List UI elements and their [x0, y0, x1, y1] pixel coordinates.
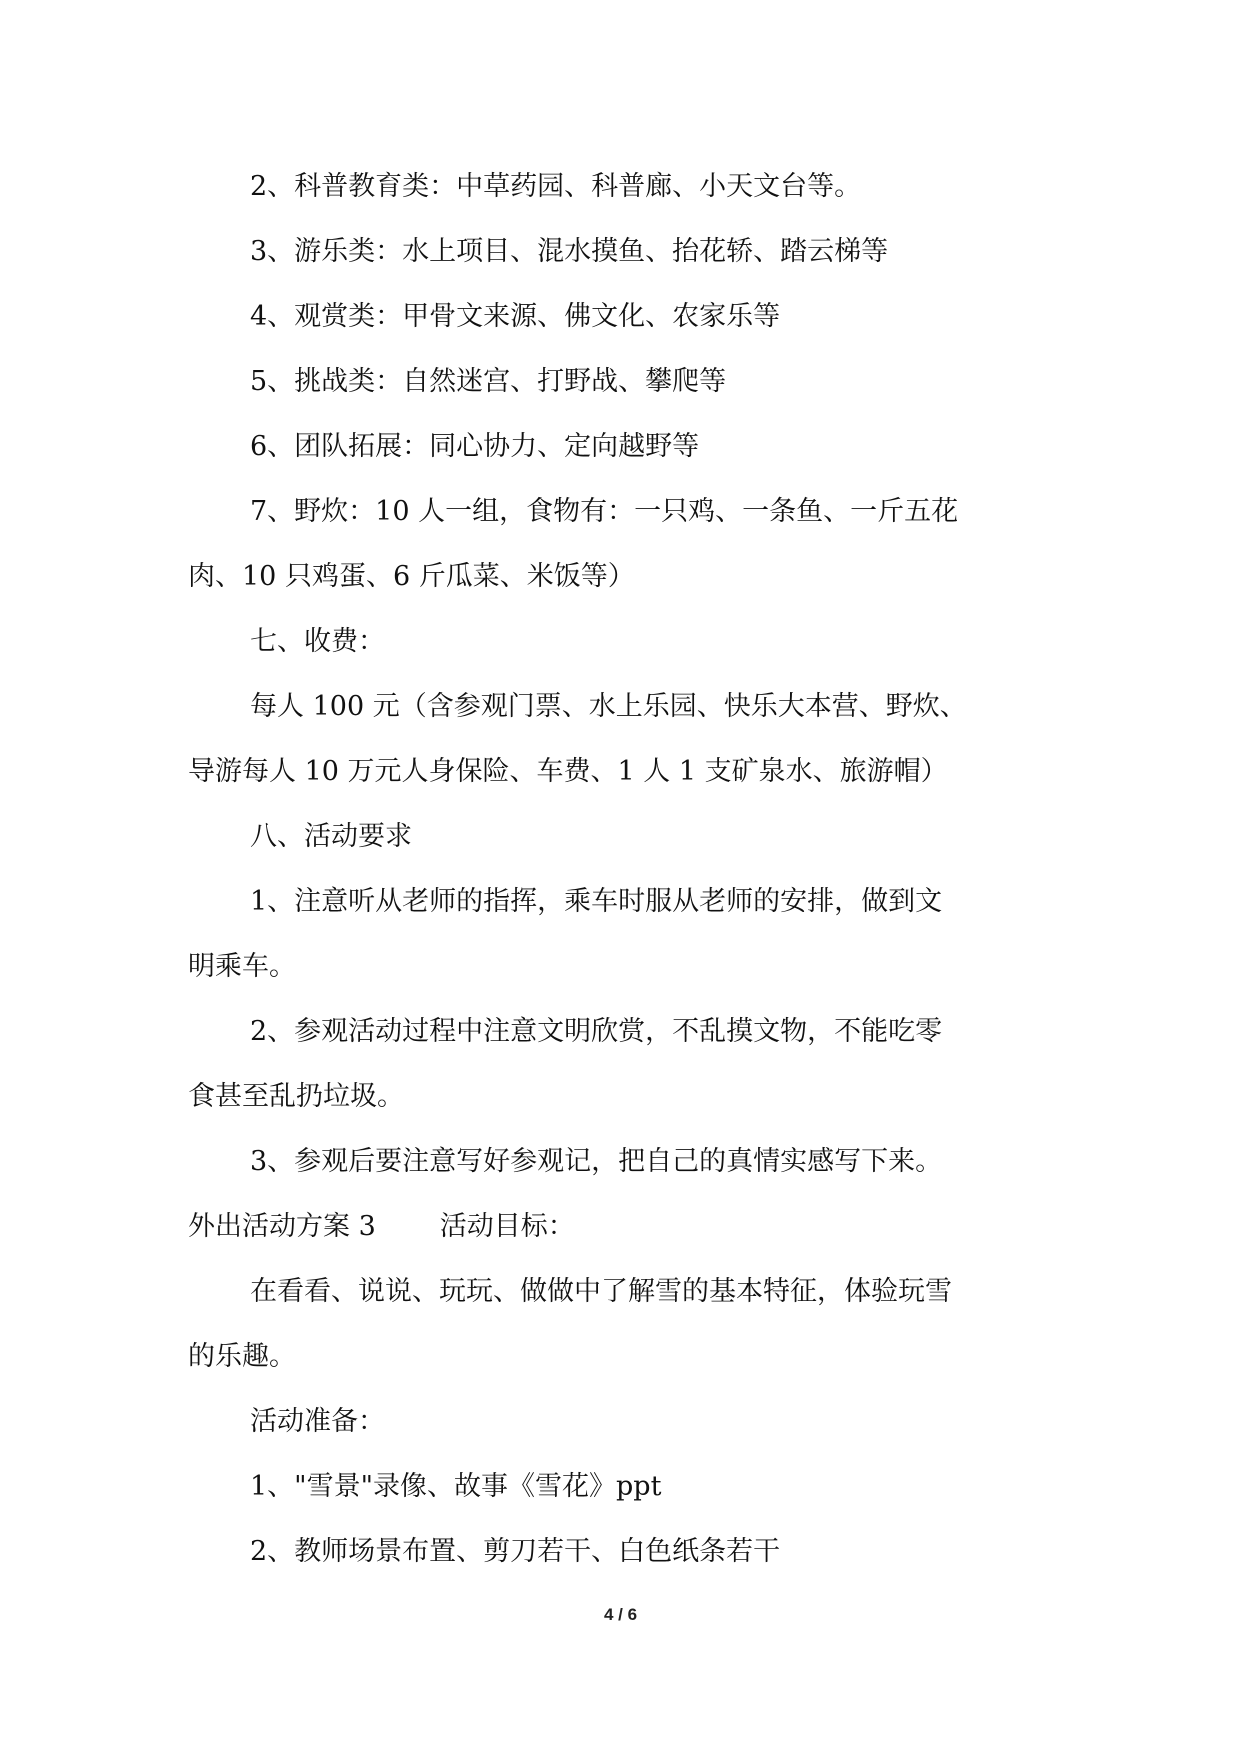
- section-subtitle: 活动目标：: [439, 1211, 575, 1242]
- text-line: 1、"雪景"录像、故事《雪花》ppt: [250, 1471, 662, 1502]
- text-line: 七、收费：: [250, 626, 385, 657]
- text-line: 3、游乐类：水上项目、混水摸鱼、抬花轿、踏云梯等: [250, 236, 889, 267]
- text-line: 4、观赏类：甲骨文来源、佛文化、农家乐等: [250, 301, 781, 332]
- text-line: 的乐趣。: [188, 1341, 296, 1372]
- text-line: 1、注意听从老师的指挥，乘车时服从老师的安排，做到文: [250, 886, 943, 917]
- text-line: 在看看、说说、玩玩、做做中了解雪的基本特征，体验玩雪: [250, 1276, 952, 1307]
- text-line: 7、野炊：10 人一组，食物有：一只鸡、一条鱼、一斤五花: [250, 496, 959, 527]
- text-line: 2、参观活动过程中注意文明欣赏，不乱摸文物，不能吃零: [250, 1016, 943, 1047]
- text-line: 食甚至乱扔垃圾。: [188, 1081, 404, 1112]
- text-line: 每人 100 元（含参观门票、水上乐园、快乐大本营、野炊、: [250, 691, 967, 722]
- text-line: 明乘车。: [188, 951, 296, 982]
- text-line: 导游每人 10 万元人身保险、车费、1 人 1 支矿泉水、旅游帽）: [188, 756, 948, 787]
- text-line: 肉、10 只鸡蛋、6 斤瓜菜、米饭等）: [188, 561, 635, 592]
- text-line: 活动准备：: [250, 1406, 385, 1437]
- section-title: 外出活动方案 3: [188, 1211, 376, 1242]
- text-line: 2、科普教育类：中草药园、科普廊、小天文台等。: [250, 171, 862, 202]
- document-body: [188, 154, 1054, 1584]
- text-line: 6、团队拓展：同心协力、定向越野等: [250, 431, 700, 462]
- text-line: 3、参观后要注意写好参观记，把自己的真情实感写下来。: [250, 1146, 943, 1177]
- text-line: 5、挑战类：自然迷宫、打野战、攀爬等: [250, 366, 727, 397]
- text-line: 2、教师场景布置、剪刀若干、白色纸条若干: [250, 1536, 781, 1567]
- section-heading: [188, 1194, 1054, 1259]
- text-line: 八、活动要求: [250, 821, 412, 852]
- page-number: 4 / 6: [603, 1605, 638, 1624]
